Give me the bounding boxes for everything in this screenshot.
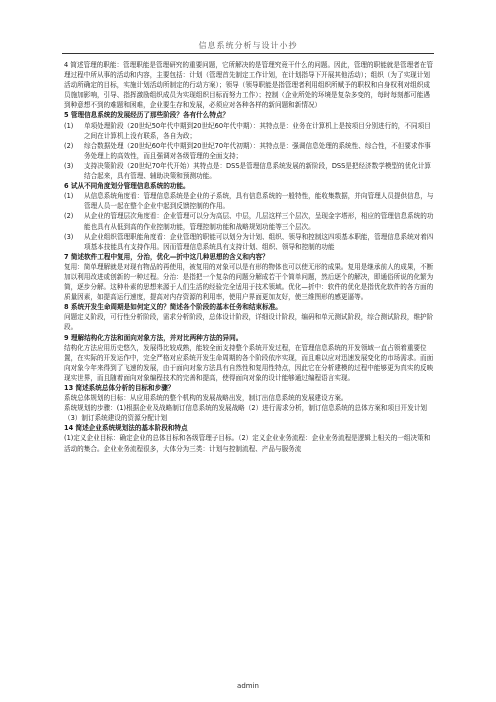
- paragraph: 系统规划的步骤：(1)根据企业及战略制订信息系统的发展战略（2）进行需求分析，制订信息系统的总体方案和项目开发计划（3）制订系统建设的资源分配计划: [64, 404, 428, 423]
- question-heading: 5 管理信息系统的发展经历了那些阶段？各有什么特点？: [64, 111, 230, 120]
- list-item-number: (2): [64, 212, 74, 221]
- paragraph: 4 简述管理的职能：管理职能是管理研究的重要问题，它所解决的是管理究竟干什么的问题。因此，管理的职能就是管理者在管理过程中所从事的活动和内容，主要包括：计划（管理首先制定工作计划，在计划指导下开展其他活动）；组织（为了实现计划活动所确定的目标，实施计划活动所制定的行动方案）；领导（领导职能是指管理者利用组织所赋予的职权和自身权利对组织成员施加影响，引导、指挥激励组织成员为实现组织目标而努力工作）；控制（企业所处的环境是复杂多变的，每时每刻都可能遇到种意想不到的难题和困难，企业要生存和发展，必须应对各种各样的新问题和新情况）: [64, 61, 433, 110]
- paragraph: 问题定义阶段，可行性分析阶段，需求分析阶段，总体设计阶段，详细设计阶段，编码和单元测试阶段，综合测试阶段，维护阶段。: [64, 313, 434, 332]
- paragraph: 系统总体规划的目标：从应用系统的整个机构的发展战略出发，制订出信息系统的发展建设方案。: [64, 394, 348, 403]
- paragraph: 复用：简单理解就是对现有物品的再使用，被复用的对象可以是有形的物体也可以使无形的成果。复用是继承前人的成果，不断加以利用改进或创新的一种过程。分治：是指把一个复杂的问题分解成若干个简单问题，然后逐个的解决，即通俗所说的化繁为简，逐步分解。这种朴素的思想来源于人们生活的经验完全适用于技术领域。优化—折中：软件的优化是指优化软件的各方面的质量因素，如提高运行速度，提高对内存资源的利用率，使用户界面更加友好，使三维图形的感更逼等。: [64, 262, 434, 302]
- paragraph: (1)定义企业目标：确定企业的总体目标和各级管理子目标。（2）定义企业业务流程：企业业务流程是逻辑上相关的一组决策和活动的集合。企业业务流程很多，大体分为三类：计划与控制流程、产品与服务流: [64, 434, 431, 453]
- header-title: 信息系统分析与设计小抄: [198, 41, 298, 50]
- list-item: [64, 232, 436, 252]
- list-item-text: 综合数据处理（20世纪60年代中期到20世纪70年代初期）：其特点是：强调信息处理的系统性、综合性，不但要求作事务处理上的高效性，而且强调对各级管理的全面支持；: [84, 141, 431, 160]
- question-heading: 7 简述软件工程中复用，分治，优化—折中这几种思想的含义和内容？: [64, 252, 269, 261]
- list-item: [64, 211, 436, 231]
- page-footer: admin: [237, 682, 259, 690]
- list-item-text: 单项处理阶段（20世纪50年代中期到20世纪60年代中期）：其特点是：业务在计算机上是按项目分别进行的，不同项目之间在计算机上没有联系，各自为政；: [84, 121, 431, 140]
- list-item: [64, 121, 436, 141]
- list-item: [64, 161, 436, 181]
- question-heading: 6 试从不同角度划分管理信息系统的功能。: [64, 182, 190, 191]
- list-item-number: (2): [64, 141, 74, 150]
- list-item-text: 从企业组织管理职能角度看：企业管理的职能可以划分为计划、组织、领导和控制这四项基本职能，管理信息系统对着四项基本技能具有支持作用。因而管理信息系统具有支持计划、组织、领导和控制的功能: [84, 232, 434, 251]
- paragraph: 结构化方法应用历史悠久，发展得比较成熟，能较全面支持整个系统开发过程，在管理信息系统的开发领域一直占领着重要位置，在实际的开发运作中，完全严格对应系统开发生命周期的各个阶段依序实现，而且难以应对迅速发展变化的市场需求。而面向对象今年来得到了飞速的发展，由于面向对象方法具有自然性和复用性特点，因此它在分析建模的过程中能够更为真实的反映现实世界，而且随着面向对象编程技术的完善和提高，使得面向对象的设计能够通过编程语言实现。: [64, 343, 434, 382]
- list-item-number: (1): [64, 192, 74, 201]
- question-heading: 14 简述企业系统规划法的基本阶段和特点: [64, 424, 188, 433]
- list-item-text: 从企业的管理层次角度看：企业管理可以分为高层、中层，几层这样三个层次，呈现金字塔形，相应的管理信息系统的功能也具有从低到高的作业控制功能，管理控制功能和战略规划功能等三个层次。: [84, 212, 434, 231]
- list-item-text: 从信息系统角度看：管理信息系统是企业的子系统，具有信息系统的一般特性，能收集数据，并向管理人员提供信息，与管理人员一起在整个企业中起到反馈控制的作用。: [84, 192, 434, 211]
- question-heading: 9 理解结构化方法和面向对象方法，并对比两种方法的异同。: [64, 333, 243, 342]
- header-rule: [62, 53, 434, 54]
- list-item-number: (3): [64, 161, 74, 170]
- question-heading: 13 简述系统总体分析的目标和步骤？: [64, 384, 175, 392]
- question-heading: 8 系统开发生命周期是如何定义的？简述各个阶段的基本任务和结束标准。: [64, 303, 282, 312]
- list-item: [64, 141, 436, 161]
- list-item-text: 支持决策阶段（20世纪70年代开始）其特点是：DSS是管理信息系统发展的新阶段，DSS是把经济数学模型的优化计算结合起来，具有管理、辅助决策和预测功能。: [84, 161, 431, 181]
- document-body: [64, 60, 436, 454]
- list-item-number: (3): [64, 232, 74, 241]
- list-item-number: (1): [64, 121, 74, 130]
- page-header: [0, 40, 496, 51]
- list-item: [64, 191, 436, 211]
